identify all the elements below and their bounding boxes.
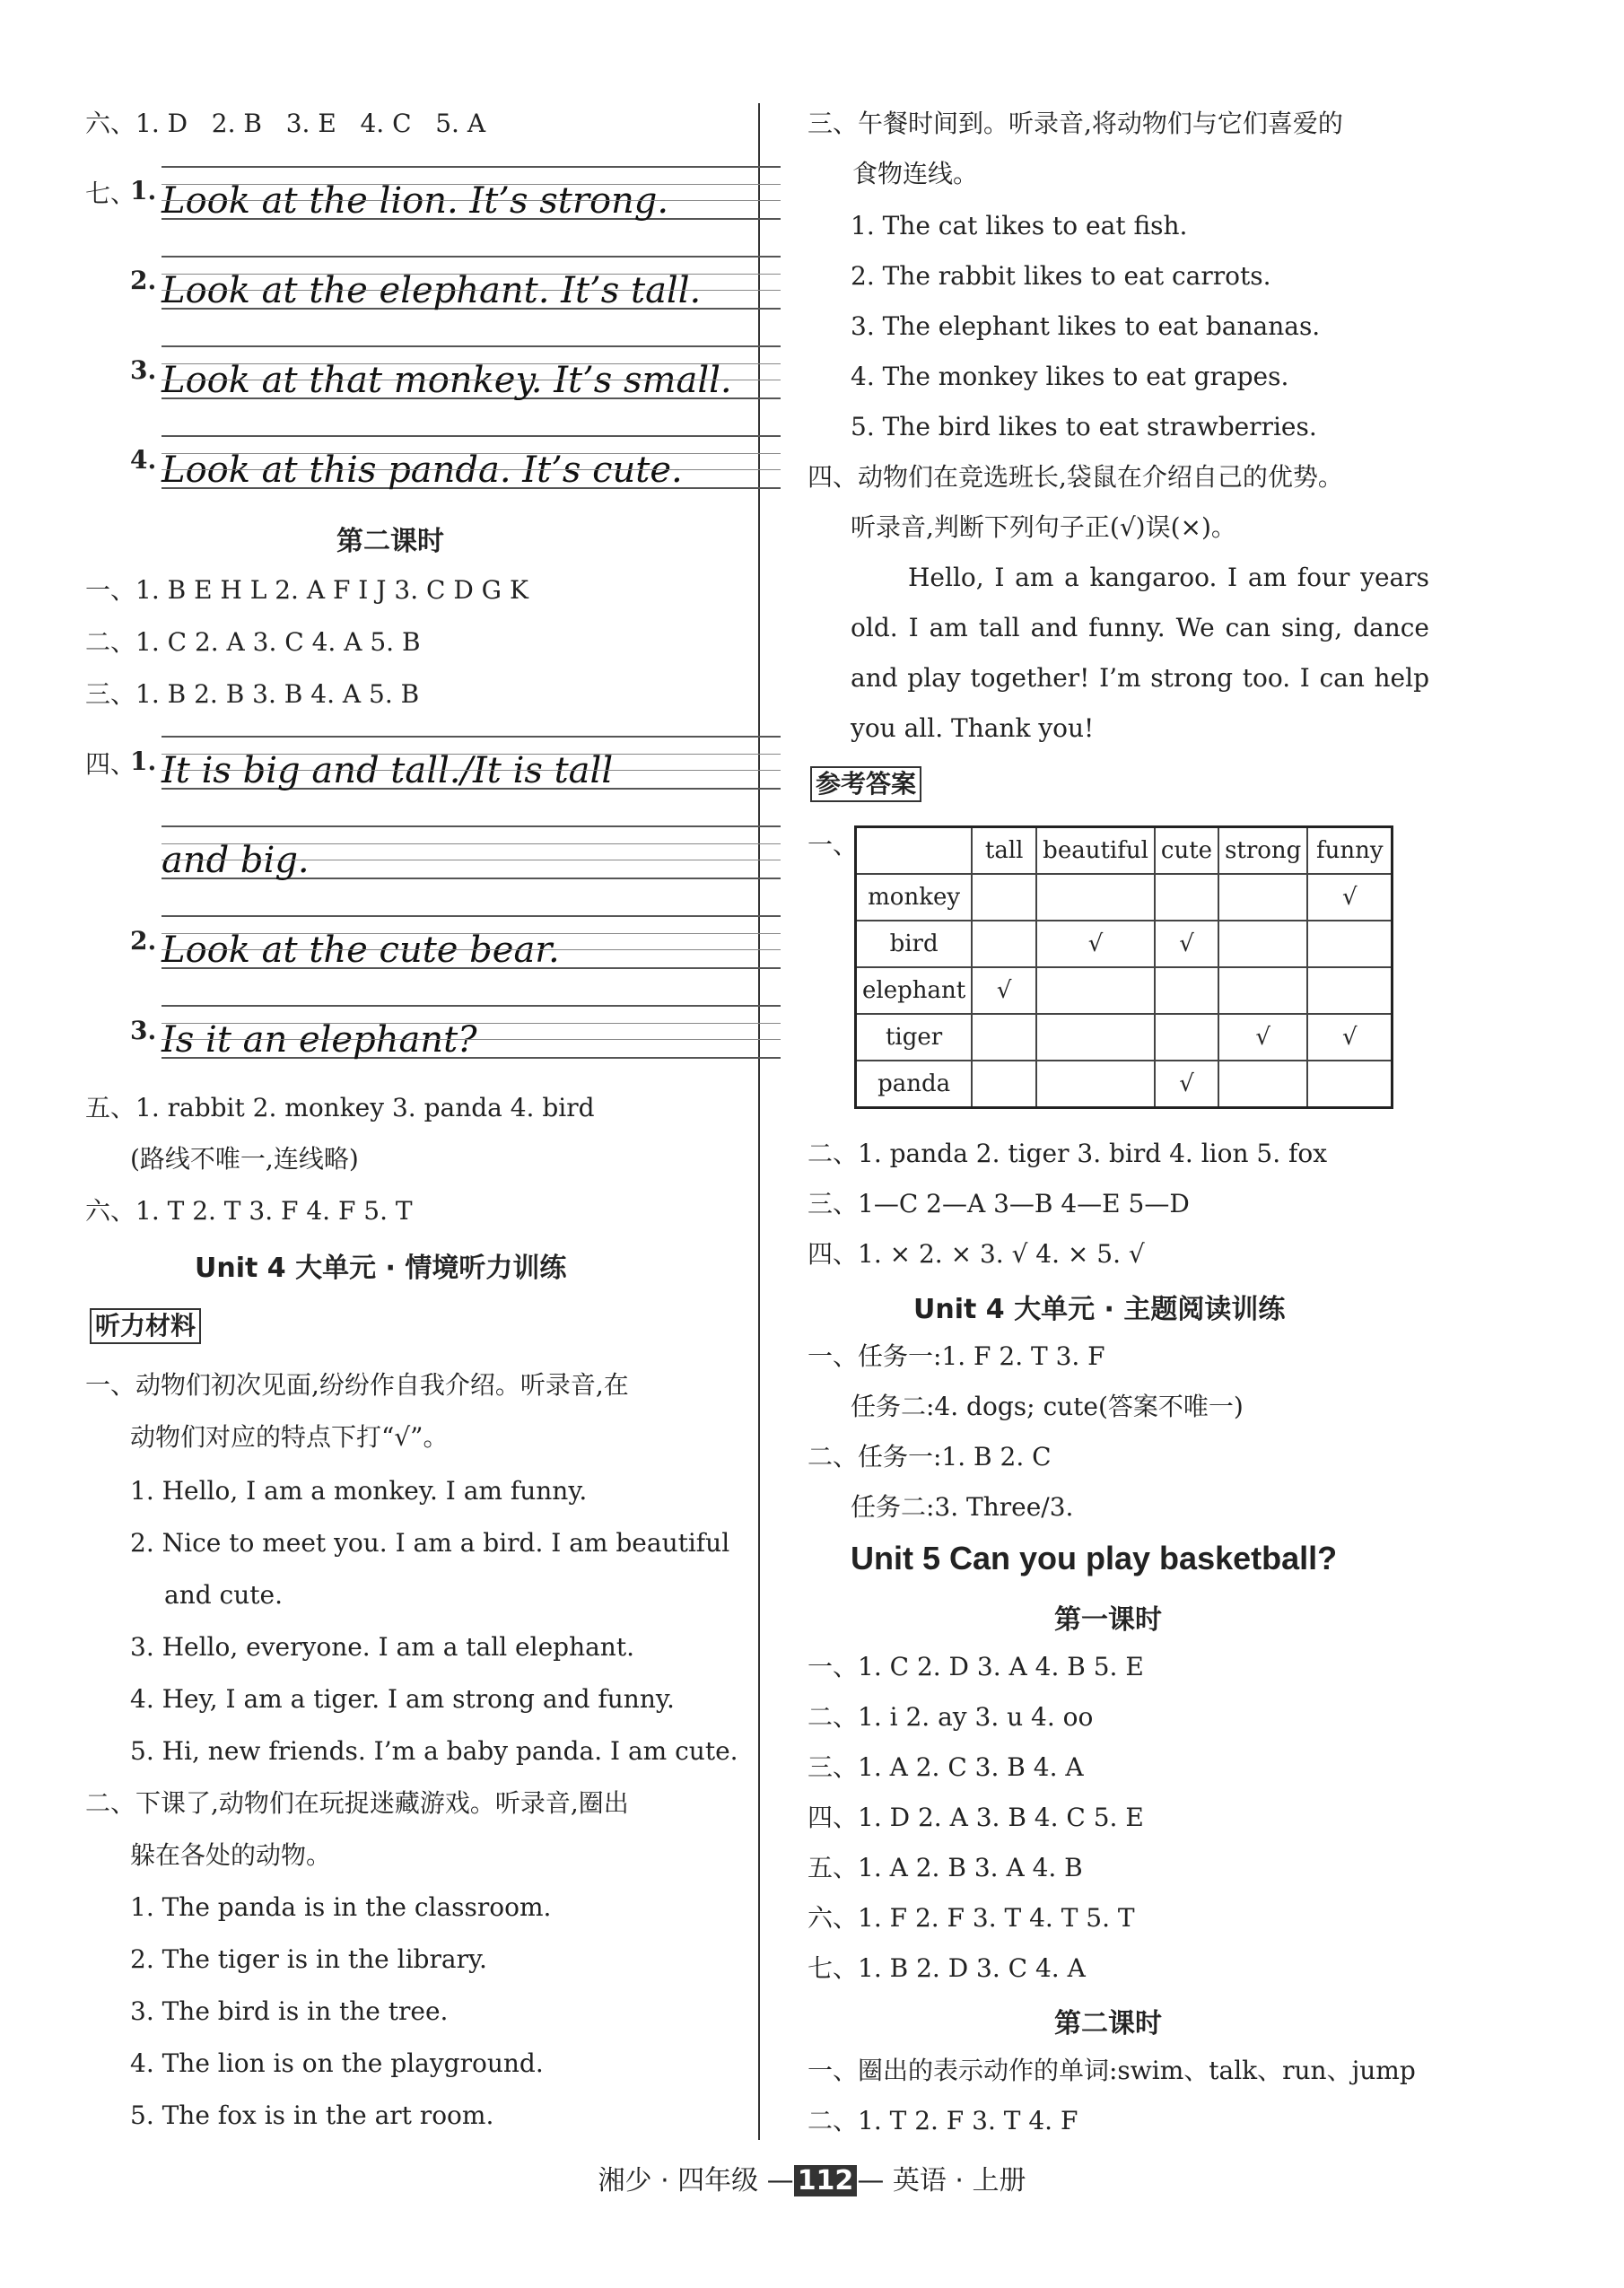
script-line: 4. Hey, I am a tiger. I am strong and funny. [130,1684,675,1714]
answer-line: 四、1. × 2. × 3. √ 4. × 5. √ [808,1239,1145,1269]
table-cell [1307,921,1393,967]
table-cell: tiger [856,1014,973,1061]
question-text: 食物连线。 [852,159,979,188]
table-cell [1307,967,1393,1014]
question-text: 听录音,判断下列句子正(√)误(×)。 [851,512,1236,542]
answer-line: 五、1. rabbit 2. monkey 3. panda 4. bird [85,1093,595,1122]
table-cell: tall [972,827,1036,875]
page-footer [0,2158,1624,2197]
answer-line: 一、圈出的表示动作的单词:swim、talk、run、jump [808,2056,1416,2085]
answer-line: 一、1. B E H L 2. A F I J 3. C D G K [85,575,528,605]
table-cell: √ [1036,921,1155,967]
handwriting-line [162,736,781,790]
table-cell [1036,1014,1155,1061]
handwriting-text: It is big and tall./It is tall [162,750,614,791]
table-cell: √ [1307,874,1393,921]
handwriting-line [162,915,781,969]
table-cell: √ [1155,1061,1218,1108]
answer-line: 三、1—C 2—A 3—B 4—E 5—D [808,1189,1190,1218]
table-cell: cute [1155,827,1218,875]
table-cell [1218,874,1307,921]
answer-line: 三、1. B 2. B 3. B 4. A 5. B [85,679,420,709]
footer-left: 湘少 · 四年级 — [598,2165,794,2196]
hw-number: 2. [130,926,157,956]
table-cell [1155,967,1218,1014]
answer-line: 五、1. A 2. B 3. A 4. B [808,1853,1083,1882]
answer-label: 一、 [808,830,859,860]
table-row [856,967,1393,1014]
script-line: 5. Hi, new friends. I’m a baby panda. I am cute. [130,1736,738,1766]
table-cell [856,827,973,875]
hw-number: 1. [130,176,157,205]
answer-line: 三、1. A 2. C 3. B 4. A [808,1752,1084,1782]
kangaroo-paragraph: Hello, I am a kangaroo. I am four years old. I am tall and funny. We can sing, dance and play together! I’m strong too. I can help you all. Thank you! [851,563,1429,743]
script-line: 4. The lion is on the playground. [130,2048,544,2078]
answer-six: 六、1. D 2. B 3. E 4. C 5. A [85,109,486,138]
table-cell [1036,1061,1155,1108]
handwriting-line [162,166,781,220]
lesson-title: 第二课时 [336,526,444,557]
script-line: 1. The cat likes to eat fish. [851,211,1188,240]
answer-line: 二、1. i 2. ay 3. u 4. oo [808,1702,1094,1732]
answer-four-label: 四、 [85,749,136,779]
table-cell [1307,1061,1393,1108]
answer-line: 六、1. F 2. F 3. T 4. T 5. T [808,1903,1135,1933]
table-cell: beautiful [1036,827,1155,875]
table-cell [972,874,1036,921]
table-cell: √ [1307,1014,1393,1061]
script-line: 3. The elephant likes to eat bananas. [851,311,1321,341]
table-cell: elephant [856,967,973,1014]
answer-note: (路线不唯一,连线略) [130,1144,359,1174]
table-cell [1155,874,1218,921]
answer-line: 二、任务一:1. B 2. C [808,1442,1052,1471]
script-line: 3. The bird is in the tree. [130,1996,449,2026]
script-line: 5. The fox is in the art room. [130,2100,494,2130]
answer-line: 二、1. T 2. F 3. T 4. F [808,2106,1078,2135]
answer-line: 任务二:4. dogs; cute(答案不唯一) [851,1392,1244,1421]
handwriting-line [162,1005,781,1059]
table-cell [1218,1061,1307,1108]
table-cell: strong [1218,827,1307,875]
table-cell: panda [856,1061,973,1108]
page-number: 112 [794,2165,858,2196]
table-cell [1036,967,1155,1014]
unit5-title: Unit 5 Can you play basketball? [851,1540,1338,1576]
hw-number: 3. [130,355,157,385]
hw-number: 3. [130,1016,157,1045]
table-cell [972,1014,1036,1061]
table-row [856,874,1393,921]
table-cell [1218,967,1307,1014]
hw-number: 1. [130,747,157,776]
table-cell: √ [1218,1014,1307,1061]
table-cell: bird [856,921,973,967]
handwriting-line [162,435,781,489]
table-cell [972,921,1036,967]
answer-line: 二、1. panda 2. tiger 3. bird 4. lion 5. fox [808,1139,1328,1168]
table-row [856,921,1393,967]
script-line: and cute. [164,1580,283,1610]
script-line: 2. The rabbit likes to eat carrots. [851,261,1271,291]
handwriting-text: and big. [162,840,310,881]
handwriting-line [162,345,781,399]
unit4-reading-title: Unit 4 大单元 · 主题阅读训练 [913,1294,1286,1325]
answer-seven-label: 七、 [85,179,136,208]
script-line: 3. Hello, everyone. I am a tall elephant. [130,1632,634,1662]
answer-line: 一、1. C 2. D 3. A 4. B 5. E [808,1652,1144,1681]
script-line: 2. The tiger is in the library. [130,1944,487,1974]
question-text: 动物们对应的特点下打“√”。 [130,1422,449,1452]
answer-line: 一、任务一:1. F 2. T 3. F [808,1341,1105,1371]
hw-number: 2. [130,266,157,295]
handwriting-text: Look at the cute bear. [162,930,560,971]
answer-line: 二、1. C 2. A 3. C 4. A 5. B [85,627,421,657]
answer-line: 七、1. B 2. D 3. C 4. A [808,1953,1086,1983]
answer-line: 任务二:3. Three/3. [851,1492,1074,1522]
table-cell [1218,921,1307,967]
handwriting-text: Is it an elephant? [162,1019,477,1061]
handwriting-text: Look at this panda. It’s cute. [162,450,683,491]
question-text: 四、动物们在竞选班长,袋鼠在介绍自己的优势。 [808,462,1343,492]
question-text: 躲在各处的动物。 [130,1840,332,1870]
answer-line: 四、1. D 2. A 3. B 4. C 5. E [808,1803,1144,1832]
answer-table [854,825,1393,1109]
column-divider [758,103,760,2140]
question-text: 二、下课了,动物们在玩捉迷藏游戏。听录音,圈出 [85,1788,629,1818]
table-row [856,1061,1393,1108]
script-line: 5. The bird likes to eat strawberries. [851,412,1317,441]
lesson-title: 第一课时 [1054,1604,1162,1636]
answer-line: 六、1. T 2. T 3. F 4. F 5. T [85,1196,413,1226]
listening-material-label: 听力材料 [90,1308,201,1344]
table-cell [1155,1014,1218,1061]
handwriting-text: Look at the elephant. It’s tall. [162,270,702,311]
hw-number: 4. [130,445,157,475]
script-line: 4. The monkey likes to eat grapes. [851,362,1289,391]
question-text: 三、午餐时间到。听录音,将动物们与它们喜爱的 [808,109,1343,138]
table-cell [1036,874,1155,921]
question-text: 一、动物们初次见面,纷纷作自我介绍。听录音,在 [85,1370,629,1400]
table-cell: √ [1155,921,1218,967]
lesson-title: 第二课时 [1054,2008,1162,2039]
script-line: 1. Hello, I am a monkey. I am funny. [130,1476,588,1506]
table-row [856,1014,1393,1061]
table-cell [972,1061,1036,1108]
table-cell: funny [1307,827,1393,875]
script-line: 1. The panda is in the classroom. [130,1892,552,1922]
handwriting-text: Look at that monkey. It’s small. [162,360,732,401]
footer-right: — 英语 · 上册 [857,2165,1026,2196]
script-line: 2. Nice to meet you. I am a bird. I am beautiful [130,1528,730,1558]
handwriting-line [162,256,781,310]
handwriting-line [162,825,781,879]
table-cell: √ [972,967,1036,1014]
unit4-listening-title: Unit 4 大单元 · 情境听力训练 [195,1253,567,1284]
table-cell: monkey [856,874,973,921]
handwriting-text: Look at the lion. It’s strong. [162,180,669,222]
reference-answer-label: 参考答案 [810,766,921,802]
table-header-row [856,827,1393,875]
